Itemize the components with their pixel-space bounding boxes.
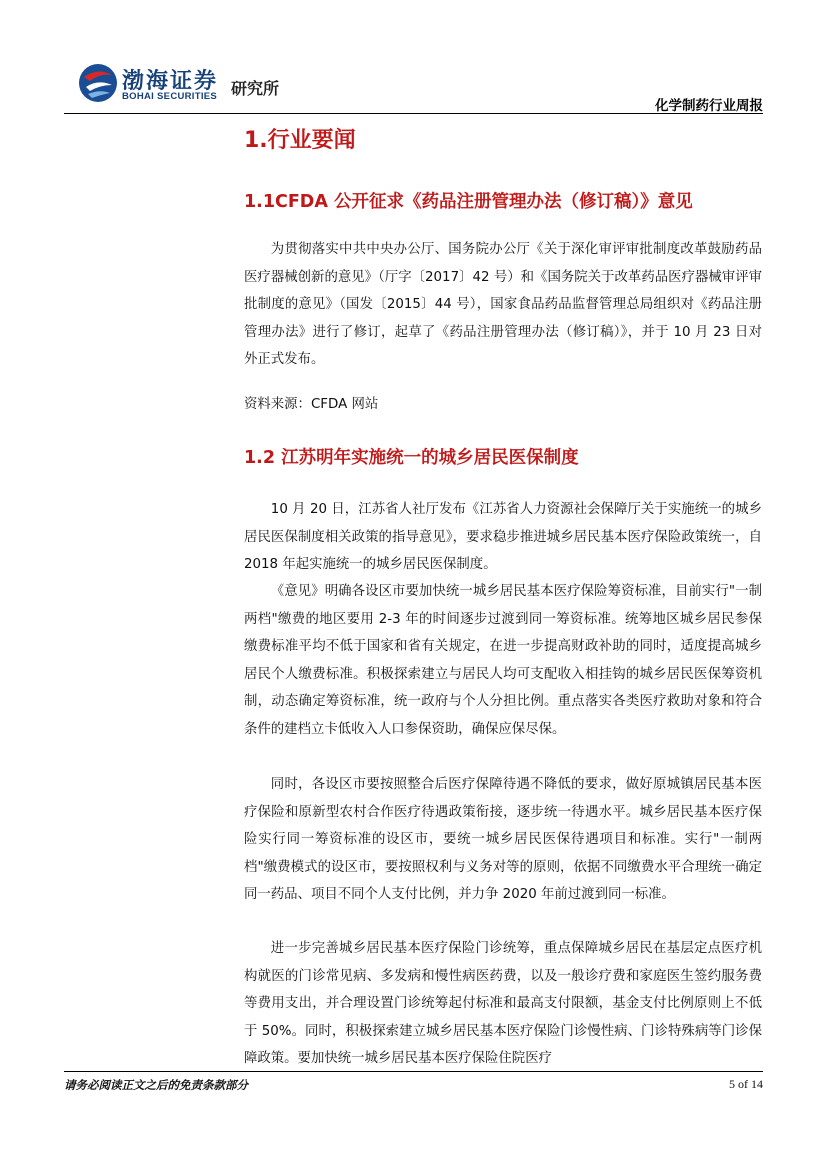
- subsection-2-paragraph: 10 月 20 日，江苏省人社厅发布《江苏省人力资源社会保障厅关于实施统一的城乡居民医保制度相关政策的指导意见》，要求稳步推进城乡居民基本医疗保险政策统一，自 2018 年起实施统一的城乡居民医保制度。: [244, 502, 762, 573]
- logo-english-name: BOHAI SECURITIES: [122, 91, 218, 102]
- institute-label: 研究所: [231, 79, 280, 98]
- page-number: 5 of 14: [729, 1077, 763, 1091]
- subsection-2-paragraph: 进一步完善城乡居民基本医疗保险门诊统筹，重点保障城乡居民在基层定点医疗机构就医的门诊常见病、多发病和慢性病医药费，以及一般诊疗费和家庭医生签约服务费等费用支出，并合理设置门诊统筹起付标准和最高支付限额，基金支付比例原则上不低于 50%。同时，积极探索建立城乡居民基本医疗保险门诊慢性病、门诊特殊病等门诊保障政策。要加快统一城乡居民基本医疗保险住院医疗: [244, 941, 762, 1067]
- subsection-heading-1: 1.1CFDA 公开征求《药品注册管理办法（修订稿）》意见: [244, 192, 693, 212]
- report-title: 化学制药行业周报: [655, 98, 763, 114]
- source-note: 资料来源：CFDA 网站: [244, 397, 379, 412]
- footer-divider: [64, 1071, 763, 1072]
- bohai-logo-icon: [78, 63, 118, 103]
- disclaimer-note: 请务必阅读正文之后的免责条款部分: [64, 1078, 248, 1092]
- subsection-1-paragraph: 为贯彻落实中共中央办公厅、国务院办公厅《关于深化审评审批制度改革鼓励药品医疗器械创新的意见》（厅字〔2017〕42 号）和《国务院关于改革药品医疗器械审评审批制度的意见》（国发〔2015〕44 号），国家食品药品监督管理总局组织对《药品注册管理办法》进行了修订，起草了《药品注册管理办法（修订稿）》，并于 10 月 23 日对外正式发布。: [244, 242, 762, 368]
- subsection-2-paragraph: 《意见》明确各设区市要加快统一城乡居民基本医疗保险筹资标准，目前实行"一制两档"缴费的地区要用 2-3 年的时间逐步过渡到同一筹资标准。统筹地区城乡居民参保缴费标准平均不低于国家和省有关规定，在进一步提高财政补助的同时，适度提高城乡居民个人缴费标准。积极探索建立与居民人均可支配收入相挂钩的城乡居民医保筹资机制，动态确定筹资标准，统一政府与个人分担比例。重点落实各类医疗救助对象和符合条件的建档立卡低收入人口参保资助，确保应保尽保。: [244, 584, 762, 737]
- header-divider: [64, 113, 763, 114]
- subsection-heading-2: 1.2 江苏明年实施统一的城乡居民医保制度: [244, 448, 579, 468]
- section-heading: 1.行业要闻: [244, 128, 356, 153]
- logo-chinese-name: 渤海证券: [122, 68, 219, 94]
- subsection-2-paragraph: 同时，各设区市要按照整合后医疗保障待遇不降低的要求，做好原城镇居民基本医疗保险和原新型农村合作医疗待遇政策衔接，逐步统一待遇水平。城乡居民基本医疗保险实行同一筹资标准的设区市，要统一城乡居民医保待遇项目和标准。实行"一制两档"缴费模式的设区市，要按照权利与义务对等的原则，依据不同缴费水平合理统一确定同一药品、项目不同个人支付比例，并力争 2020 年前过渡到同一标准。: [244, 777, 762, 903]
